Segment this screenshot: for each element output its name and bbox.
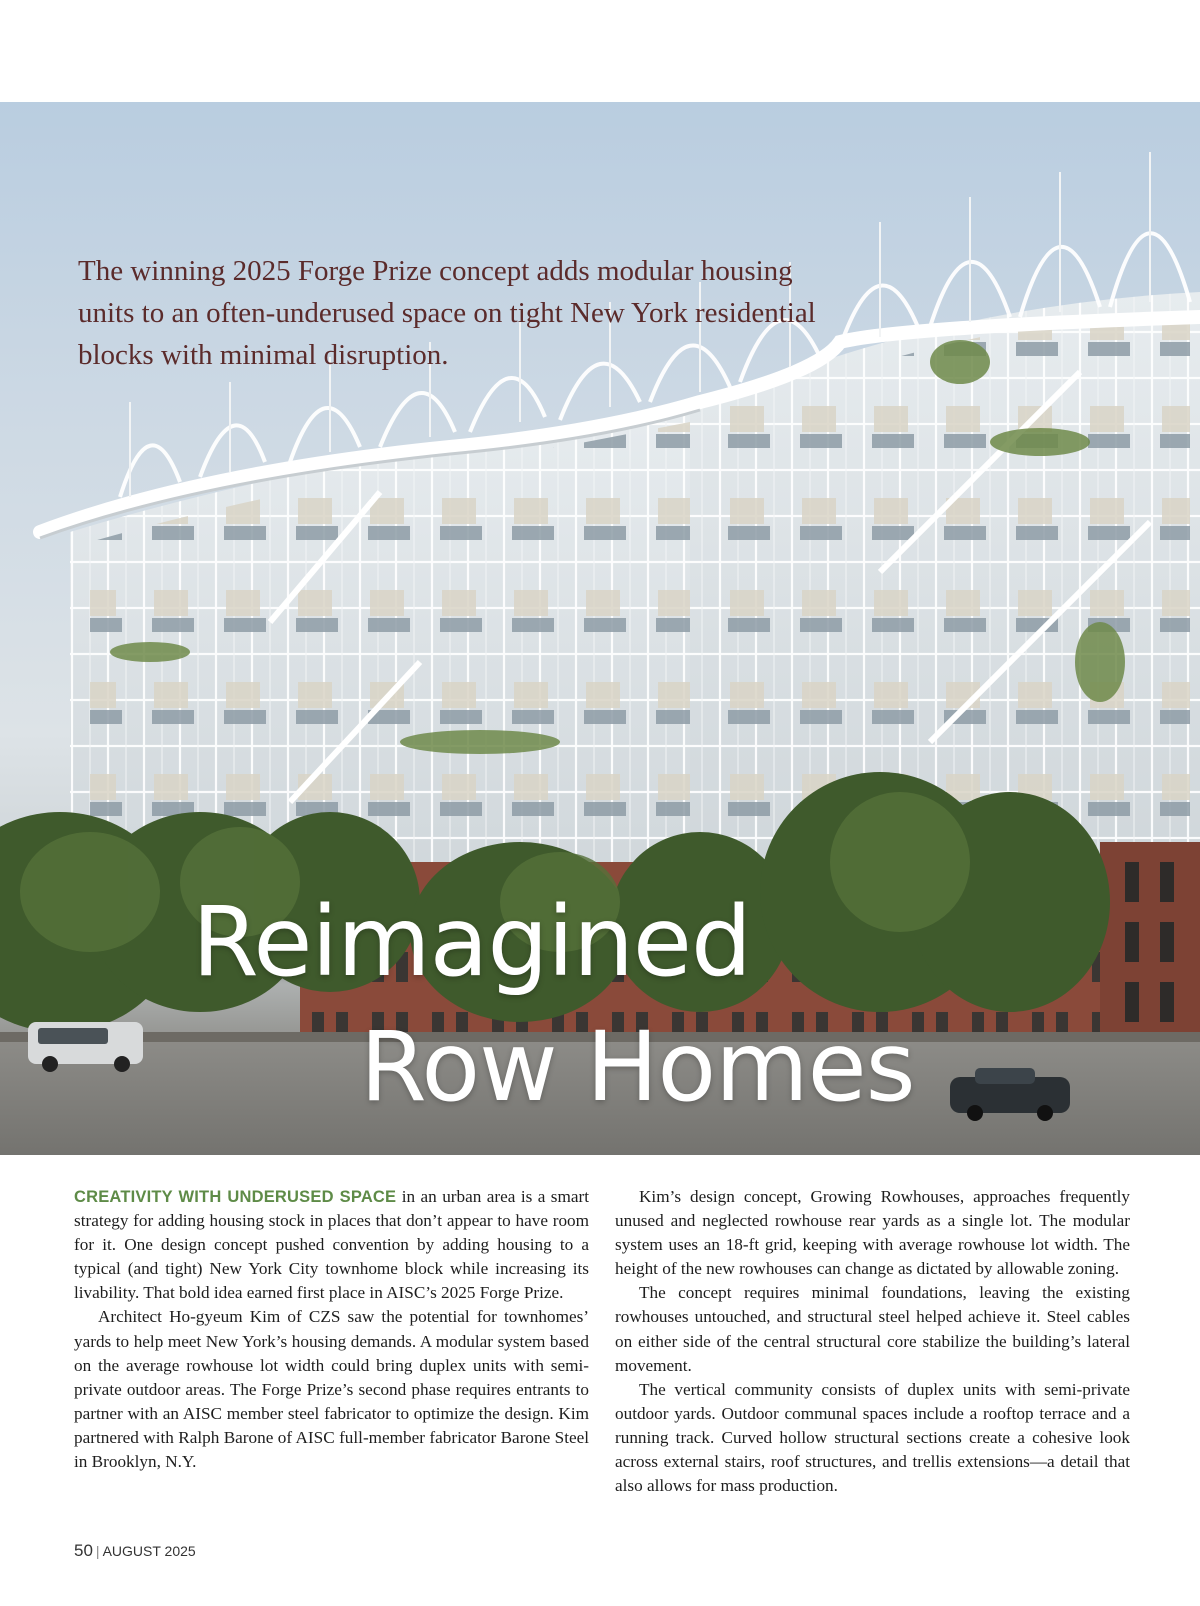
footer-separator: | bbox=[95, 1543, 100, 1559]
paragraph-text: in an urban area is a smart strategy for adding housing stock in places that don’t appear to have room for it. One design concept pushed convention by adding housing to a typical (and tight) New York City townhome block while increasing its livability. That bold idea earned first place in AISC’s 2025 Forge Prize. bbox=[74, 1187, 589, 1303]
paragraph bbox=[74, 1185, 589, 1305]
paragraph: Kim’s design concept, Growing Rowhouses, approaches frequently unused and neglected rowhouse rear yards as a single lot. The modular system uses an 18-ft grid, keeping with average rowhouse lot width. The height of the new rowhouses can change as dictated by allowable zoning. bbox=[615, 1187, 1130, 1279]
paragraph: The vertical community consists of duplex units with semi-private outdoor yards. Outdoor communal spaces include a rooftop terrace and a running track. Curved hollow structural sections create a cohesive look across external stairs, roof structures, and trellis extensions—a detail that also allows for mass production. bbox=[615, 1379, 1130, 1496]
right-column bbox=[615, 1185, 1130, 1525]
page-footer bbox=[74, 1541, 196, 1561]
headline-line-2: Row Homes bbox=[360, 1011, 915, 1123]
paragraph: Architect Ho-gyeum Kim of CZS saw the potential for townhomes’ yards to help meet New York’s housing demands. A modular system based on the average rowhouse lot width could bring duplex units with semi-private outdoor areas. The Forge Prize’s second phase requires entrants to partner with an AISC member steel fabricator to optimize the design. Kim partnered with Ralph Barone of AISC full-member fabricator Barone Steel in Brooklyn, N.Y. bbox=[74, 1307, 589, 1472]
left-column bbox=[74, 1185, 589, 1525]
page-number: 50 bbox=[74, 1541, 93, 1560]
headline-line-1: Reimagined bbox=[192, 886, 751, 998]
article-body bbox=[74, 1185, 1130, 1525]
lead-in: CREATIVITY WITH UNDERUSED SPACE bbox=[74, 1188, 397, 1206]
issue-date: AUGUST 2025 bbox=[102, 1543, 196, 1559]
hero-image bbox=[0, 102, 1200, 1155]
paragraph: The concept requires minimal foundations, leaving the existing rowhouses untouched, and structural steel helped achieve it. Steel cables on either side of the central structural core stabilize the building’s lateral movement. bbox=[615, 1283, 1130, 1375]
deck-text: The winning 2025 Forge Prize concept adds modular housing units to an often-underused space on tight New York residential blocks with minimal disruption. bbox=[78, 255, 816, 371]
